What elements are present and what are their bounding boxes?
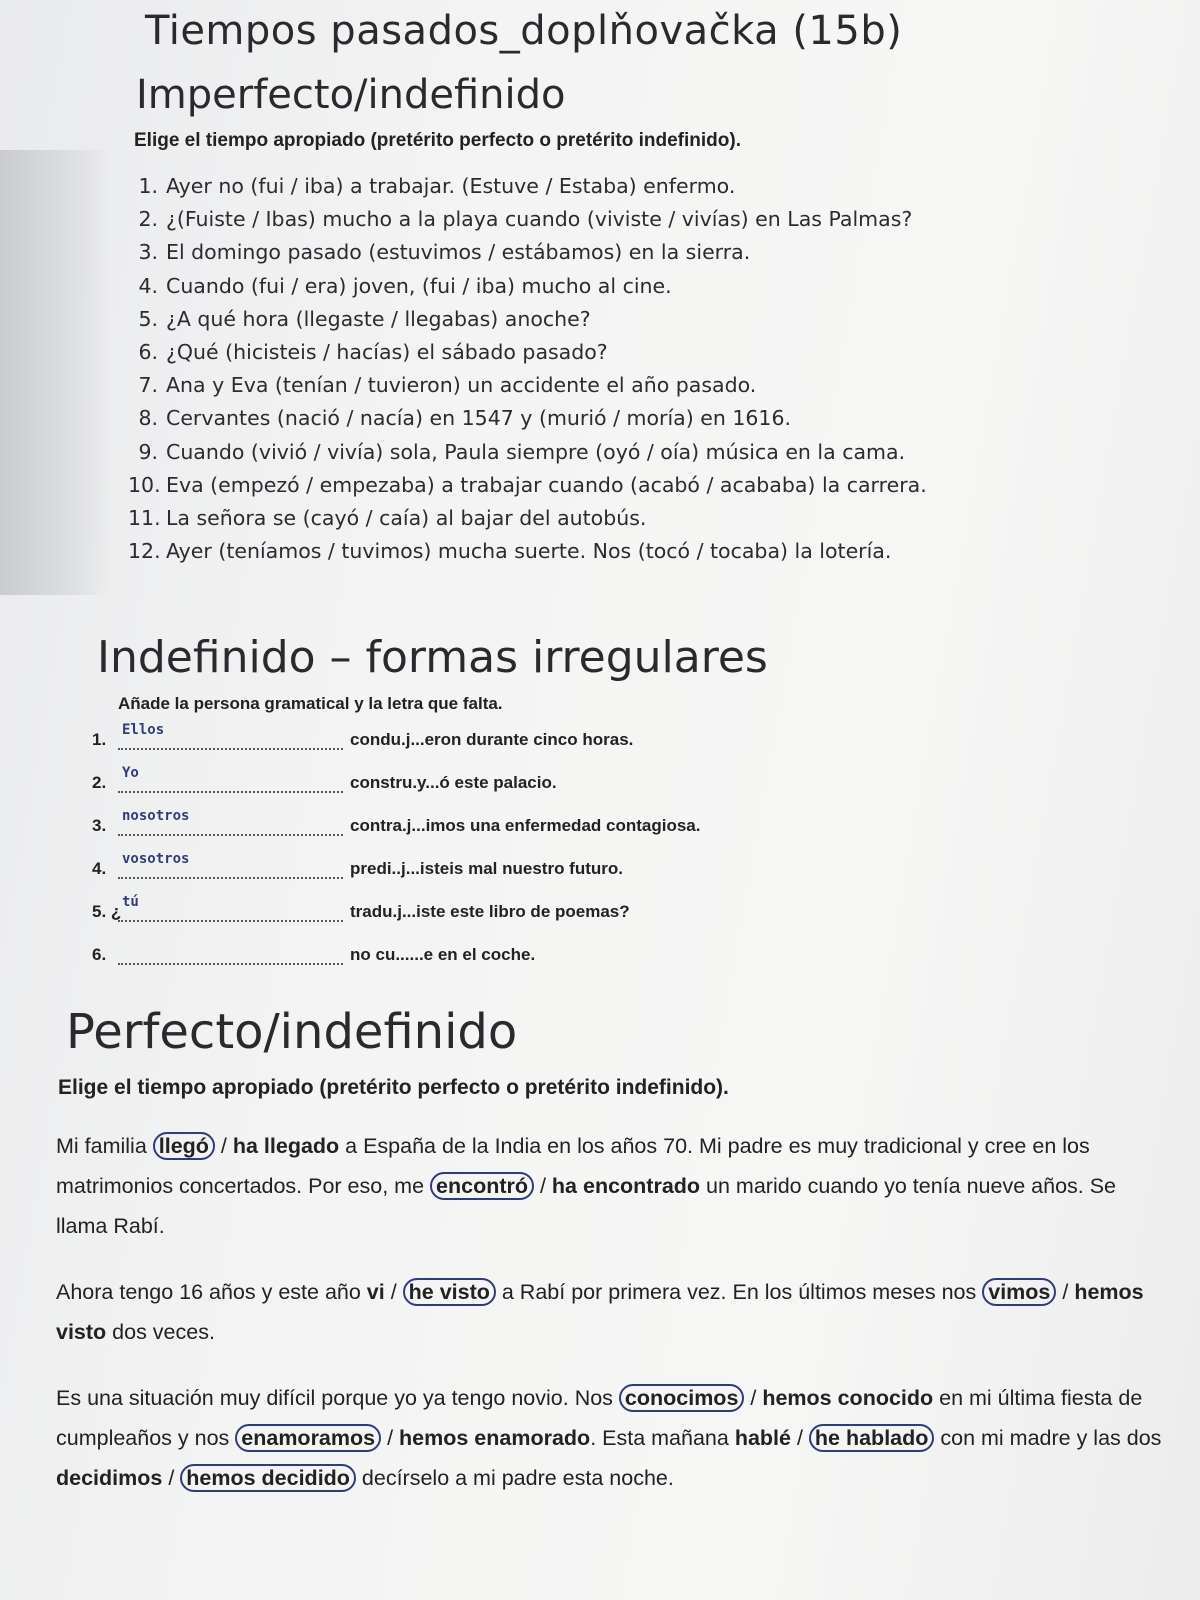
- section-title-irregulares: Indefinido – formas irregulares: [97, 632, 768, 683]
- list-item: 12. Ayer (teníamos / tuvimos) mucha suerte. Nos (tocó / tocaba) la lotería.: [128, 539, 892, 564]
- list-item: 4. Cuando (fui / era) joven, (fui / iba) mucho al cine.: [138, 273, 672, 298]
- circled-answer: llegó: [153, 1132, 215, 1160]
- list-item: 8. Cervantes (nació / nacía) en 1547 y (murió / moría) en 1616.: [138, 406, 792, 431]
- circled-answer: hemos decidido: [180, 1464, 356, 1492]
- section3-instruction: Elige el tiempo apropiado (pretérito perfecto o pretérito indefinido).: [58, 1076, 729, 1099]
- page-shadow: [0, 150, 110, 595]
- story-paragraph-1: Mi familia llegó / ha llegado a España de la India en los años 70. Mi padre es muy tradicional y cree en los matrimonios concertados. Por eso, me encontró / ha encontrado un marido cuando yo tenía nueve años. Se llama Rabí.: [56, 1134, 1117, 1238]
- list-item: 9. Cuando (vivió / vivía) sola, Paula siempre (oyó / oía) música en la cama.: [138, 439, 906, 464]
- sentence-text: tradu.j...iste este libro de poemas?: [350, 902, 630, 921]
- item-text: Ayer (teníamos / tuvimos) mucha suerte. Nos (tocó / tocaba) la lotería.: [166, 539, 892, 564]
- list-item: 1. Ellos condu.j...eron durante cinco horas.: [92, 722, 634, 749]
- section1-instruction: Elige el tiempo apropiado (pretérito perfecto o pretérito indefinido).: [134, 130, 741, 151]
- sentence-text: predi..j...isteis mal nuestro futuro.: [350, 859, 623, 878]
- item-text: La señora se (cayó / caía) al bajar del autobús.: [166, 506, 647, 531]
- sentence-text: condu.j...eron durante cinco horas.: [350, 730, 634, 749]
- item-text: ¿Qué (hicisteis / hacías) el sábado pasado?: [166, 340, 608, 365]
- handwritten-answer: vosotros: [122, 851, 190, 867]
- item-text: Eva (empezó / empezaba) a trabajar cuando (acabó / acababa) la carrera.: [166, 472, 927, 497]
- item-text: Cuando (fui / era) joven, (fui / iba) mucho al cine.: [166, 273, 672, 298]
- list-item: 1. Ayer no (fui / iba) a trabajar. (Estuve / Estaba) enfermo.: [138, 174, 736, 198]
- list-item: 5. ¿A qué hora (llegaste / llegabas) anoche?: [138, 306, 591, 331]
- item-text: ¿(Fuiste / Ibas) mucho a la playa cuando (viviste / vivías) en Las Palmas?: [166, 207, 913, 232]
- handwritten-answer: Yo: [122, 765, 139, 781]
- list-item: 2. Yo constru.y...ó este palacio.: [92, 765, 557, 792]
- sentence-text: no cu......e en el coche.: [350, 945, 536, 964]
- list-item: 6. no cu......e en el coche.: [92, 945, 536, 964]
- section2-instruction: Añade la persona gramatical y la letra que falta.: [118, 694, 503, 713]
- answer-blank[interactable]: [118, 773, 343, 793]
- worksheet-title: Tiempos pasados_doplňovačka (15b): [145, 8, 903, 54]
- circled-answer: vimos: [982, 1278, 1056, 1306]
- list-item: 4. vosotros predi..j...isteis mal nuestro futuro.: [92, 851, 623, 878]
- list-item: 3. El domingo pasado (estuvimos / estábamos) en la sierra.: [138, 240, 751, 265]
- item-text: ¿A qué hora (llegaste / llegabas) anoche?: [166, 306, 591, 331]
- sentence-text: contra.j...imos una enfermedad contagiosa.: [350, 816, 701, 835]
- exercise2-list: [92, 722, 892, 988]
- section-title-imperfecto: Imperfecto/indefinido: [136, 72, 566, 118]
- handwritten-answer: tú: [122, 894, 139, 910]
- story-paragraph-3: Es una situación muy difícil porque yo ya tengo novio. Nos conocimos / hemos conocido en mi última fiesta de cumpleaños y nos enamoramos / hemos enamorado. Esta mañana hablé / he hablado con mi madre y las dos decidimos / hemos decidido decírselo a mi padre esta noche.: [56, 1386, 1162, 1490]
- answer-blank[interactable]: [118, 902, 343, 922]
- list-item: 3. nosotros contra.j...imos una enfermedad contagiosa.: [92, 808, 701, 835]
- circled-answer: enamoramos: [235, 1424, 381, 1452]
- item-text: Ana y Eva (tenían / tuvieron) un accidente el año pasado.: [166, 373, 757, 398]
- list-item: 10. Eva (empezó / empezaba) a trabajar cuando (acabó / acababa) la carrera.: [128, 472, 927, 497]
- circled-answer: he hablado: [809, 1424, 934, 1452]
- item-text: Ayer no (fui / iba) a trabajar. (Estuve / Estaba) enfermo.: [166, 174, 736, 198]
- item-text: El domingo pasado (estuvimos / estábamos) en la sierra.: [166, 240, 751, 265]
- item-text: Cervantes (nació / nacía) en 1547 y (murió / moría) en 1616.: [166, 406, 792, 431]
- list-item: 5. ¿ tú tradu.j...iste este libro de poemas?: [92, 894, 630, 921]
- answer-blank[interactable]: [118, 945, 343, 965]
- story-paragraph-2: Ahora tengo 16 años y este año vi / he visto a Rabí por primera vez. En los últimos meses nos vimos / hemos visto dos veces.: [56, 1280, 1144, 1344]
- section-title-perfecto: Perfecto/indefinido: [66, 1004, 518, 1060]
- list-item: 11. La señora se (cayó / caía) al bajar del autobús.: [128, 506, 647, 531]
- exercise1-list: [128, 170, 1168, 568]
- list-item: 6. ¿Qué (hicisteis / hacías) el sábado pasado?: [138, 340, 608, 365]
- handwritten-answer: Ellos: [122, 722, 165, 738]
- handwritten-answer: nosotros: [122, 808, 190, 824]
- sentence-text: constru.y...ó este palacio.: [350, 773, 557, 792]
- circled-answer: he visto: [403, 1278, 496, 1306]
- circled-answer: encontró: [430, 1172, 534, 1200]
- item-text: Cuando (vivió / vivía) sola, Paula siempre (oyó / oía) música en la cama.: [166, 439, 906, 464]
- list-item: 7. Ana y Eva (tenían / tuvieron) un accidente el año pasado.: [138, 373, 757, 398]
- circled-answer: conocimos: [619, 1384, 745, 1412]
- list-item: 2. ¿(Fuiste / Ibas) mucho a la playa cuando (viviste / vivías) en Las Palmas?: [138, 207, 913, 232]
